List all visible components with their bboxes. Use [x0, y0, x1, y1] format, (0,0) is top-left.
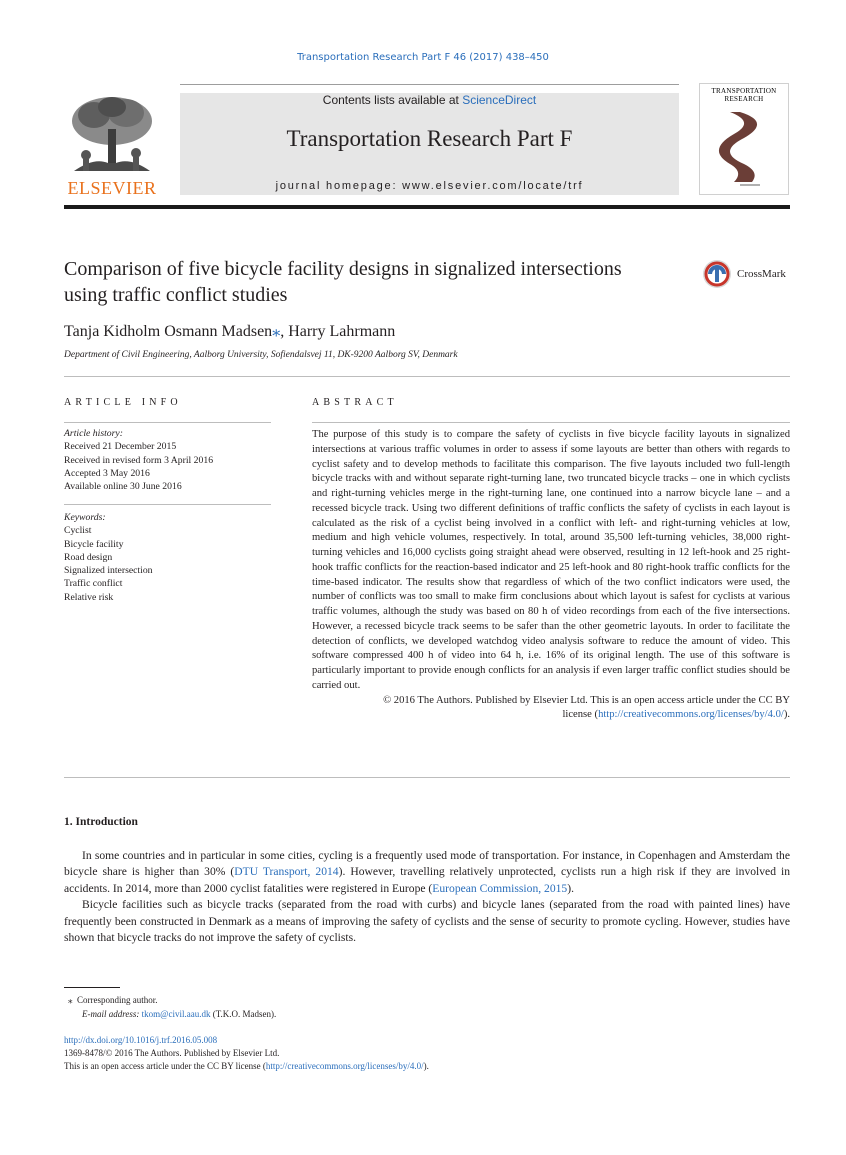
- bottom-license-link[interactable]: http://creativecommons.org/licenses/by/4.0/: [265, 1061, 424, 1071]
- footnote: [64, 993, 664, 1021]
- reference-link[interactable]: European Commission, 2015: [432, 881, 568, 895]
- divider: [64, 376, 790, 377]
- elsevier-wordmark: ELSEVIER: [67, 178, 157, 198]
- author-affiliation: Department of Civil Engineering, Aalborg University, Sofiendalsvej 11, DK-9200 Aalborg SV, Denmark: [64, 350, 458, 360]
- info-divider: [64, 504, 271, 505]
- footnote-corresponding: [64, 993, 664, 1007]
- intro-text: ).: [567, 881, 574, 895]
- crossmark-label[interactable]: CrossMark: [737, 268, 786, 280]
- keyword: Traffic conflict: [64, 578, 123, 590]
- crossmark-icon[interactable]: [702, 259, 732, 289]
- sciencedirect-link[interactable]: ScienceDirect: [462, 93, 537, 107]
- journal-homepage[interactable]: journal homepage: www.elsevier.com/locate/trf: [275, 180, 584, 192]
- email-link[interactable]: tkom@civil.aau.dk: [141, 1009, 211, 1019]
- keywords: [64, 511, 271, 604]
- header-thick-rule: [64, 205, 790, 209]
- abstract-body: [312, 428, 790, 723]
- author-list: [64, 321, 395, 341]
- keywords-label: Keywords:: [64, 512, 106, 523]
- email-suffix: (T.K.O. Madsen).: [212, 1009, 277, 1019]
- history-item: Available online 30 June 2016: [64, 481, 182, 493]
- article-title: Comparison of five bicycle facility designs in signalized intersections using traffic conflict studies: [64, 258, 622, 306]
- contents-line: [180, 93, 679, 107]
- article-history: [64, 427, 271, 493]
- introduction-heading: 1. Introduction: [64, 816, 138, 828]
- bottom-license-suffix: ).: [423, 1061, 429, 1071]
- journal-citation[interactable]: Transportation Research Part F 46 (2017) 438–450: [297, 52, 549, 63]
- license-suffix: ).: [783, 709, 790, 721]
- abstract-heading: ABSTRACT: [312, 397, 398, 408]
- cover-title: TRANSPORTATION RESEARCH: [711, 87, 777, 103]
- abstract-rule: [312, 422, 790, 423]
- keyword: Cyclist: [64, 525, 92, 537]
- intro-paragraph: Bicycle facilities such as bicycle tracks (separated from the road with curbs) and bicycle lanes (separated from the road with painted lines) have frequently been constructed in Denmark as a means of improving the safety of cyclists and the sense of security to promote cycling. However, studies have shown that bicycle tracks do not improve the safety of cyclists.: [64, 898, 790, 945]
- bottom-license: [64, 1060, 764, 1073]
- divider: [64, 777, 790, 778]
- footnote-corresponding-text: Corresponding author.: [77, 995, 158, 1005]
- introduction-body: [64, 848, 790, 946]
- keyword: Relative risk: [64, 591, 114, 603]
- history-item: Accepted 3 May 2016: [64, 467, 150, 479]
- abstract-copyright: © 2016 The Authors. Published by Elsevier Ltd. This is an open access article under the CC BY: [383, 694, 790, 706]
- history-item: Received in revised form 3 April 2016: [64, 454, 214, 466]
- issn-line: 1369-8478/© 2016 The Authors. Published by Elsevier Ltd.: [64, 1048, 280, 1058]
- intro-text: ). However, travelling relatively unprotected, cyclists run a high risk if they are involved in accidents. In 2014, more than 2000 cyclist fatalities were registered in Europe (: [64, 865, 791, 895]
- footnote-email: [64, 1007, 664, 1021]
- article-meta: [64, 1034, 764, 1073]
- email-label: E-mail address:: [82, 1009, 140, 1019]
- contents-prefix: Contents lists available at: [322, 93, 463, 107]
- history-item: Received 21 December 2015: [64, 441, 177, 453]
- footnote-mark: ⁎: [68, 995, 73, 1005]
- header-rule: [180, 84, 679, 85]
- bottom-license-prefix: This is an open access article under the CC BY license (: [64, 1061, 266, 1071]
- doi-link[interactable]: http://dx.doi.org/10.1016/j.trf.2016.05.008: [64, 1035, 218, 1045]
- abstract-text: The purpose of this study is to compare the safety of cyclists in five bicycle facility layouts in signalized intersections at various traffic volumes in order to assess if some layouts are better than others with regards to cyclist safety and to develop methods to facilitate this comparison. The five layouts included two full-length bicycle tracks with and without separate right-turning lane, two truncated bicycle tracks – one in which cyclists and right-turning vehicles merge in the right-turning lane, one continued into a narrow bicycle lane – and a recessed bicycle track. Using two different definitions of traffic conflicts the safety of cyclists in each layout is calculated as the risk of a cyclist being involved in a conflict with left- and right-turning vehicles at low, medium and high vehicle volumes, respectively. In total, around 35,500 left-turning vehicles, 38,000 right-turning vehicles and 16,000 cyclists going straight ahead were observed, resulting in 12 left-hook and 25 right-hook traffic conflicts for the reaction-based indicator and 25 left-hook and 80 right-hook traffic conflicts for the time-based indicator. The results show that regardless of which of the two conflict indicators were used, the number of conflicts was too small to make firm conclusions about which layout is safest for cyclists at various traffic volumes, although the study was based on 80 h of video recordings from each of the five intersections. However, a recessed bicycle track seems to be safer than the other geometric layouts. In order to facilitate the detection of conflicts, we developed watchdog video analysis software to reduce the amount of video. This software compressed 400 h of video into 64 h, i.e. 16% of its original length. The use of this software is particularly important to provide enough conflicts for an analysis if even larger traffic conflict studies should be carried out.: [312, 429, 790, 691]
- reference-link[interactable]: DTU Transport, 2014: [234, 865, 339, 879]
- intro-paragraph: [64, 848, 790, 897]
- article-info-heading: ARTICLE INFO: [64, 397, 182, 408]
- author-name-1[interactable]: Tanja Kidholm Osmann Madsen: [64, 323, 273, 340]
- keyword: Road design: [64, 551, 113, 563]
- license-link[interactable]: http://creativecommons.org/licenses/by/4.0/: [598, 709, 784, 721]
- author-name-2[interactable]: , Harry Lahrmann: [280, 323, 396, 340]
- corresponding-author-mark[interactable]: ⁎: [272, 323, 281, 340]
- keyword: Bicycle facility: [64, 538, 124, 550]
- license-prefix: license (: [562, 709, 599, 721]
- abstract-license: [312, 708, 790, 723]
- article-info-rule: [64, 422, 271, 423]
- keyword: Signalized intersection: [64, 565, 153, 577]
- intro-text: In some countries and in particular in some cities, cycling is a frequently used mode of transportation. For instance, in Copenhagen and Amsterdam the bicycle share is higher than 30% (: [64, 849, 790, 879]
- footnote-rule: [64, 987, 120, 988]
- history-label: Article history:: [64, 428, 123, 439]
- journal-title: Transportation Research Part F: [286, 126, 573, 151]
